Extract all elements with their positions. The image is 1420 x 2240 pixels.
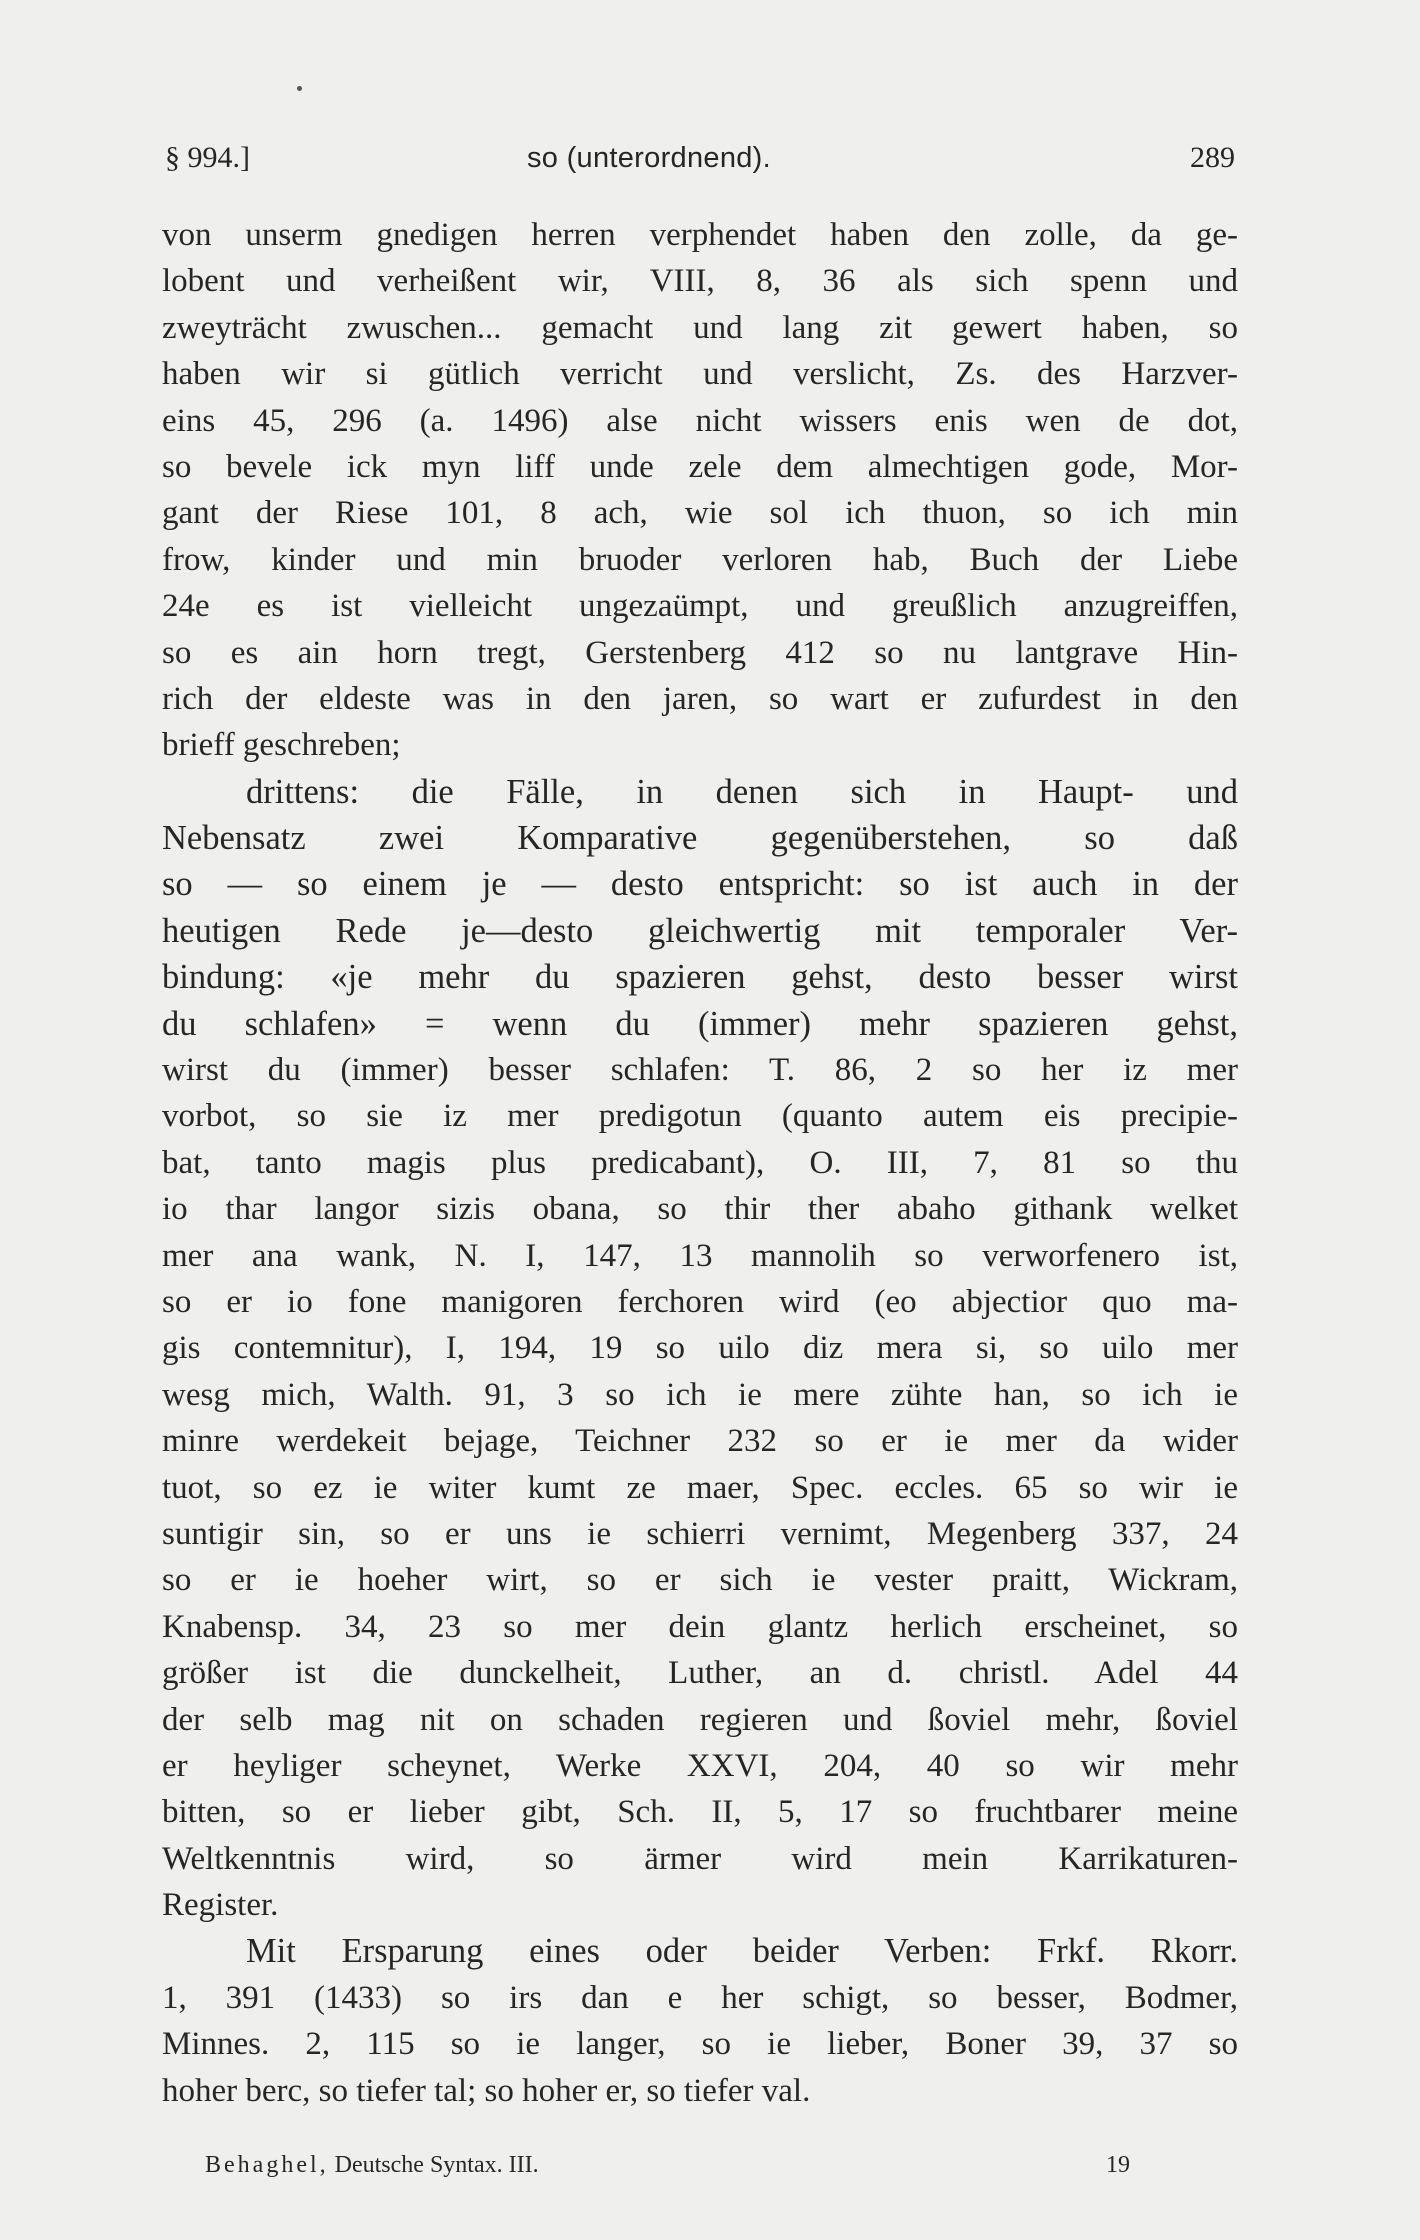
text-line: suntigir sin, so er uns ie schierri vernimt, Megenberg 337, 24 xyxy=(162,1515,1238,1552)
section-reference: § 994.] xyxy=(165,141,250,174)
text-line: mer ana wank, N. I, 147, 13 mannolih so verworfenero ist, xyxy=(162,1237,1238,1274)
page-number: 289 xyxy=(1190,141,1235,174)
text-line: vorbot, so sie iz mer predigotun (quanto autem eis precipie- xyxy=(162,1098,1238,1135)
body-text xyxy=(162,212,1238,2114)
print-speck xyxy=(297,86,302,91)
text-line: heutigen Rede je—desto gleichwertig mit temporaler Ver- xyxy=(162,911,1238,950)
text-line: Nebensatz zwei Komparative gegenüberstehen, so daß xyxy=(162,819,1238,858)
text-line: 1, 391 (1433) so irs dan e her schigt, so besser, Bodmer, xyxy=(162,1979,1238,2016)
text-line: größer ist die dunckelheit, Luther, an d. christl. Adel 44 xyxy=(162,1655,1238,1692)
paragraph-start-line: drittens: die Fälle, in denen sich in Haupt- und xyxy=(246,772,1238,811)
text-line: so — so einem je — desto entspricht: so ist auch in der xyxy=(162,865,1238,904)
text-line: bindung: «je mehr du spazieren gehst, desto besser wirst xyxy=(162,958,1238,997)
text-line: Minnes. 2, 115 so ie langer, so ie lieber, Boner 39, 37 so xyxy=(162,2026,1238,2063)
running-head xyxy=(165,136,1235,180)
text-line: io thar langor sizis obana, so thir ther abaho githank welket xyxy=(162,1191,1238,1228)
text-line: bat, tanto magis plus predicabant), O. III, 7, 81 so thu xyxy=(162,1144,1238,1181)
text-line: 24e es ist vielleicht ungezaümpt, und greußlich anzugreiffen, xyxy=(162,588,1238,625)
footer-citation xyxy=(205,2147,539,2183)
text-line: gant der Riese 101, 8 ach, wie sol ich thuon, so ich min xyxy=(162,495,1238,532)
text-line: minre werdekeit bejage, Teichner 232 so er ie mer da wider xyxy=(162,1423,1238,1460)
text-line: Knabensp. 34, 23 so mer dein glantz herlich erscheinet, so xyxy=(162,1608,1238,1645)
text-line: so bevele ick myn liff unde zele dem almechtigen gode, Mor- xyxy=(162,448,1238,485)
text-line: tuot, so ez ie witer kumt ze maer, Spec. eccles. 65 so wir ie xyxy=(162,1469,1238,1506)
text-line: gis contemnitur), I, 194, 19 so uilo diz mera si, so uilo mer xyxy=(162,1330,1238,1367)
running-title: so (unterordnend). xyxy=(527,142,771,174)
text-line: der selb mag nit on schaden regieren und ßoviel mehr, ßoviel xyxy=(162,1701,1238,1738)
text-line: wesg mich, Walth. 91, 3 so ich ie mere zühte han, so ich ie xyxy=(162,1376,1238,1413)
text-line: hoher berc, so tiefer tal; so hoher er, so tiefer val. xyxy=(162,2072,811,2109)
text-line: du schlafen» = wenn du (immer) mehr spazieren gehst, xyxy=(162,1004,1238,1043)
text-line: brieff geschreben; xyxy=(162,727,401,764)
text-line: Weltkenntnis wird, so ärmer wird mein Karrikaturen- xyxy=(162,1840,1238,1877)
footer-work: Deutsche Syntax. III. xyxy=(334,2152,539,2178)
text-line: Register. xyxy=(162,1887,279,1924)
signature-mark: 19 xyxy=(1106,2152,1130,2178)
text-line: er heyliger scheynet, Werke XXVI, 204, 40 so wir mehr xyxy=(162,1747,1238,1784)
text-line: bitten, so er lieber gibt, Sch. II, 5, 17 so fruchtbarer meine xyxy=(162,1794,1238,1831)
footer-author: Behaghel, xyxy=(205,2152,329,2178)
text-line: so er io fone manigoren ferchoren wird (eo abjectior quo ma- xyxy=(162,1283,1238,1320)
text-line: haben wir si gütlich verricht und verslicht, Zs. des Harzver- xyxy=(162,356,1238,393)
text-line: so er ie hoeher wirt, so er sich ie vester praitt, Wickram, xyxy=(162,1562,1238,1599)
text-line: rich der eldeste was in den jaren, so wart er zufurdest in den xyxy=(162,680,1238,717)
text-line: eins 45, 296 (a. 1496) alse nicht wissers enis wen de dot, xyxy=(162,402,1238,439)
text-line: von unserm gnedigen herren verphendet haben den zolle, da ge- xyxy=(162,217,1238,253)
text-line: zweyträcht zwuschen... gemacht und lang zit gewert haben, so xyxy=(162,309,1238,346)
paragraph-start-line: Mit Ersparung eines oder beider Verben: Frkf. Rkorr. xyxy=(246,1932,1238,1971)
text-line: so es ain horn tregt, Gerstenberg 412 so nu lantgrave Hin- xyxy=(162,634,1238,671)
text-line: wirst du (immer) besser schlafen: T. 86, 2 so her iz mer xyxy=(162,1052,1238,1089)
page-footer xyxy=(205,2147,1130,2183)
text-line: lobent und verheißent wir, VIII, 8, 36 als sich spenn und xyxy=(162,263,1238,300)
text-line: frow, kinder und min bruoder verloren hab, Buch der Liebe xyxy=(162,541,1238,578)
